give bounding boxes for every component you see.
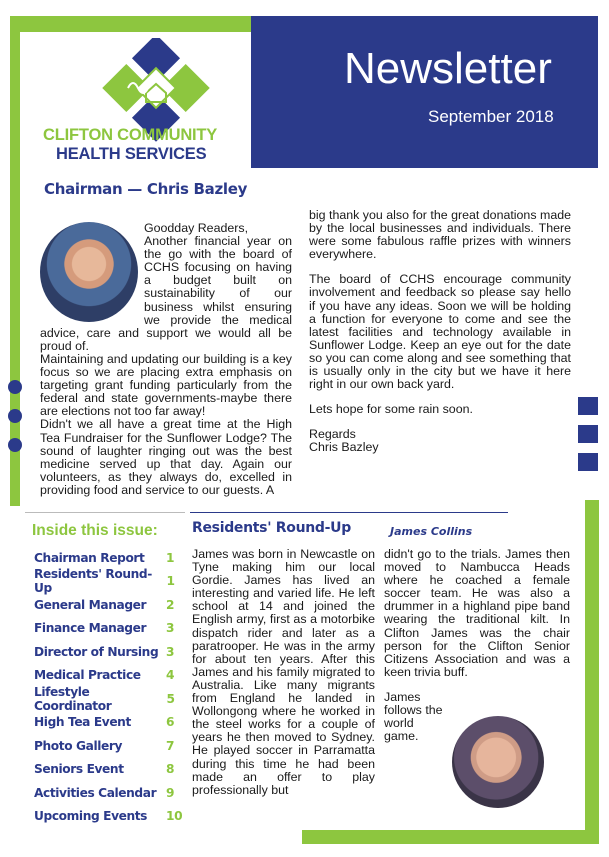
decor-square bbox=[578, 453, 598, 471]
toc-item-page: 3 bbox=[166, 621, 175, 636]
toc-item-page: 5 bbox=[166, 691, 175, 706]
toc-item-page: 4 bbox=[166, 668, 175, 683]
residents-column-2 bbox=[384, 548, 570, 743]
toc-item-page: 6 bbox=[166, 715, 175, 730]
toc-item-label: Director of Nursing bbox=[34, 644, 159, 659]
residents-heading: Residents' Round-Up bbox=[192, 520, 351, 536]
toc-item[interactable] bbox=[34, 546, 184, 570]
chairman-photo bbox=[40, 222, 138, 322]
section-divider-left bbox=[25, 512, 185, 513]
decor-dot bbox=[8, 438, 22, 452]
chairman-heading: Chairman — Chris Bazley bbox=[44, 180, 248, 198]
toc-item-page: 7 bbox=[166, 738, 175, 753]
decor-square bbox=[578, 397, 598, 415]
chairman-paragraph: Lets hope for some rain soon. bbox=[309, 402, 473, 417]
toc-item[interactable] bbox=[34, 567, 184, 596]
chairman-column-2 bbox=[309, 209, 571, 455]
toc-item-label: High Tea Event bbox=[34, 715, 131, 730]
chairman-signoff: Regards bbox=[309, 427, 356, 442]
chairman-paragraph: The board of CCHS encourage community involvement and feedback so please say hello if you have any ideas. Soon we will be holding a function for everyone to come and see the latest facilities and technology available in Sunflower Lodge. Keep an eye out for the date so you can come along and see something that is usually only in the city but we have it here right in our own back yard. bbox=[309, 272, 571, 392]
decor-dot bbox=[8, 409, 22, 423]
chairman-paragraph: Didn't we all have a great time at the High Tea Fundraiser for the Sunflower Lodge? The sound of laughter ringing out was the best medicine served up that day. Again our volunteers, as they always do, excelled in providing food and service to our guests. A bbox=[40, 417, 292, 497]
toc-item-page: 3 bbox=[166, 644, 175, 659]
toc-item-label: General Manager bbox=[34, 597, 147, 612]
chairman-paragraph: Another financial year on the go with the board of CCHS focusing on having a budget built on sustainability of our business whilst ensuring we provide the medical advice, care and support we would all be proud of. bbox=[40, 234, 292, 353]
chairman-column-1 bbox=[40, 222, 292, 497]
chairman-paragraph: Maintaining and updating our building is a key focus so we are placing extra emphasis on targeting grant funding particularly from the federal and state governments-maybe there are elections not too far away! bbox=[40, 351, 292, 419]
toc-item-page: 10 bbox=[166, 809, 183, 824]
toc-item-label: Medical Practice bbox=[34, 668, 141, 683]
chairman-paragraph: big thank you also for the great donations made by the local businesses and individuals. There were some fabulous raffle prizes with winners everywhere. bbox=[309, 208, 571, 262]
chairman-paragraph: Goodday Readers, bbox=[144, 221, 249, 235]
toc-item-page: 1 bbox=[166, 550, 175, 565]
residents-paragraph: James was born in Newcastle on Tyne making him our local Gordie. James has lived an interesting and varied life. He left school at 14 and joined the English army, first as a motorbike dispatch rider and later as a paratrooper. He was in the army for about ten years. After this James and his family migrated to Australia. Like many migrants from England he landed in Wollongong where he worked in the steel works for a couple of years he then moved to Sydney. He played soccer in Parramatta during this time he had been made an offer to play professionally but bbox=[192, 547, 375, 797]
toc-item[interactable] bbox=[34, 711, 184, 735]
toc-item-page: 1 bbox=[166, 574, 175, 589]
newsletter-date: September 2018 bbox=[428, 107, 554, 126]
toc-item-label: Finance Manager bbox=[34, 621, 147, 636]
toc-item[interactable] bbox=[34, 593, 184, 617]
residents-author: James Collins bbox=[390, 525, 473, 538]
toc-item[interactable] bbox=[34, 617, 184, 641]
residents-paragraph: James follows the world game. bbox=[384, 689, 443, 744]
section-divider bbox=[190, 512, 508, 513]
chairman-signature: Chris Bazley bbox=[309, 440, 379, 455]
toc-item[interactable] bbox=[34, 640, 184, 664]
toc-item[interactable] bbox=[34, 684, 184, 713]
toc-item[interactable] bbox=[34, 758, 184, 782]
toc-item-page: 8 bbox=[166, 762, 175, 777]
toc-item-page: 2 bbox=[166, 597, 175, 612]
green-frame-bottom bbox=[302, 830, 598, 844]
green-frame-right bbox=[585, 500, 599, 844]
toc-item[interactable] bbox=[34, 805, 184, 829]
resident-photo bbox=[452, 716, 544, 808]
toc-list bbox=[34, 546, 184, 828]
decor-square bbox=[578, 425, 598, 443]
residents-column-1 bbox=[192, 548, 375, 797]
toc-item[interactable] bbox=[34, 734, 184, 758]
toc-item-label: Activities Calendar bbox=[34, 785, 157, 800]
toc-item[interactable] bbox=[34, 781, 184, 805]
residents-paragraph: didn't go to the trials. James then moved to Nambucca Heads where he coached a female soccer team. He was also a drummer in a highland pipe band wearing the traditional kilt. In Clifton James was the chair person for the Clifton Senior Citizens Association and was a keen trivia buff. bbox=[384, 547, 570, 679]
toc-item-label: Residents' Round-Up bbox=[34, 567, 152, 596]
decor-dot bbox=[8, 380, 22, 394]
toc-item-page: 9 bbox=[166, 785, 175, 800]
toc-title: Inside this issue: bbox=[32, 522, 158, 539]
toc-item-label: Chairman Report bbox=[34, 550, 145, 565]
green-frame-left bbox=[10, 16, 20, 506]
newsletter-title: Newsletter bbox=[344, 44, 552, 93]
org-name-line1: CLIFTON COMMUNITY bbox=[43, 126, 218, 144]
toc-item[interactable] bbox=[34, 664, 184, 688]
toc-item-label: Seniors Event bbox=[34, 762, 124, 777]
toc-item-label: Lifestyle Coordinator bbox=[34, 684, 112, 713]
toc-item-label: Photo Gallery bbox=[34, 738, 123, 753]
org-name-line2: HEALTH SERVICES bbox=[56, 145, 207, 163]
toc-item-label: Upcoming Events bbox=[34, 809, 148, 824]
